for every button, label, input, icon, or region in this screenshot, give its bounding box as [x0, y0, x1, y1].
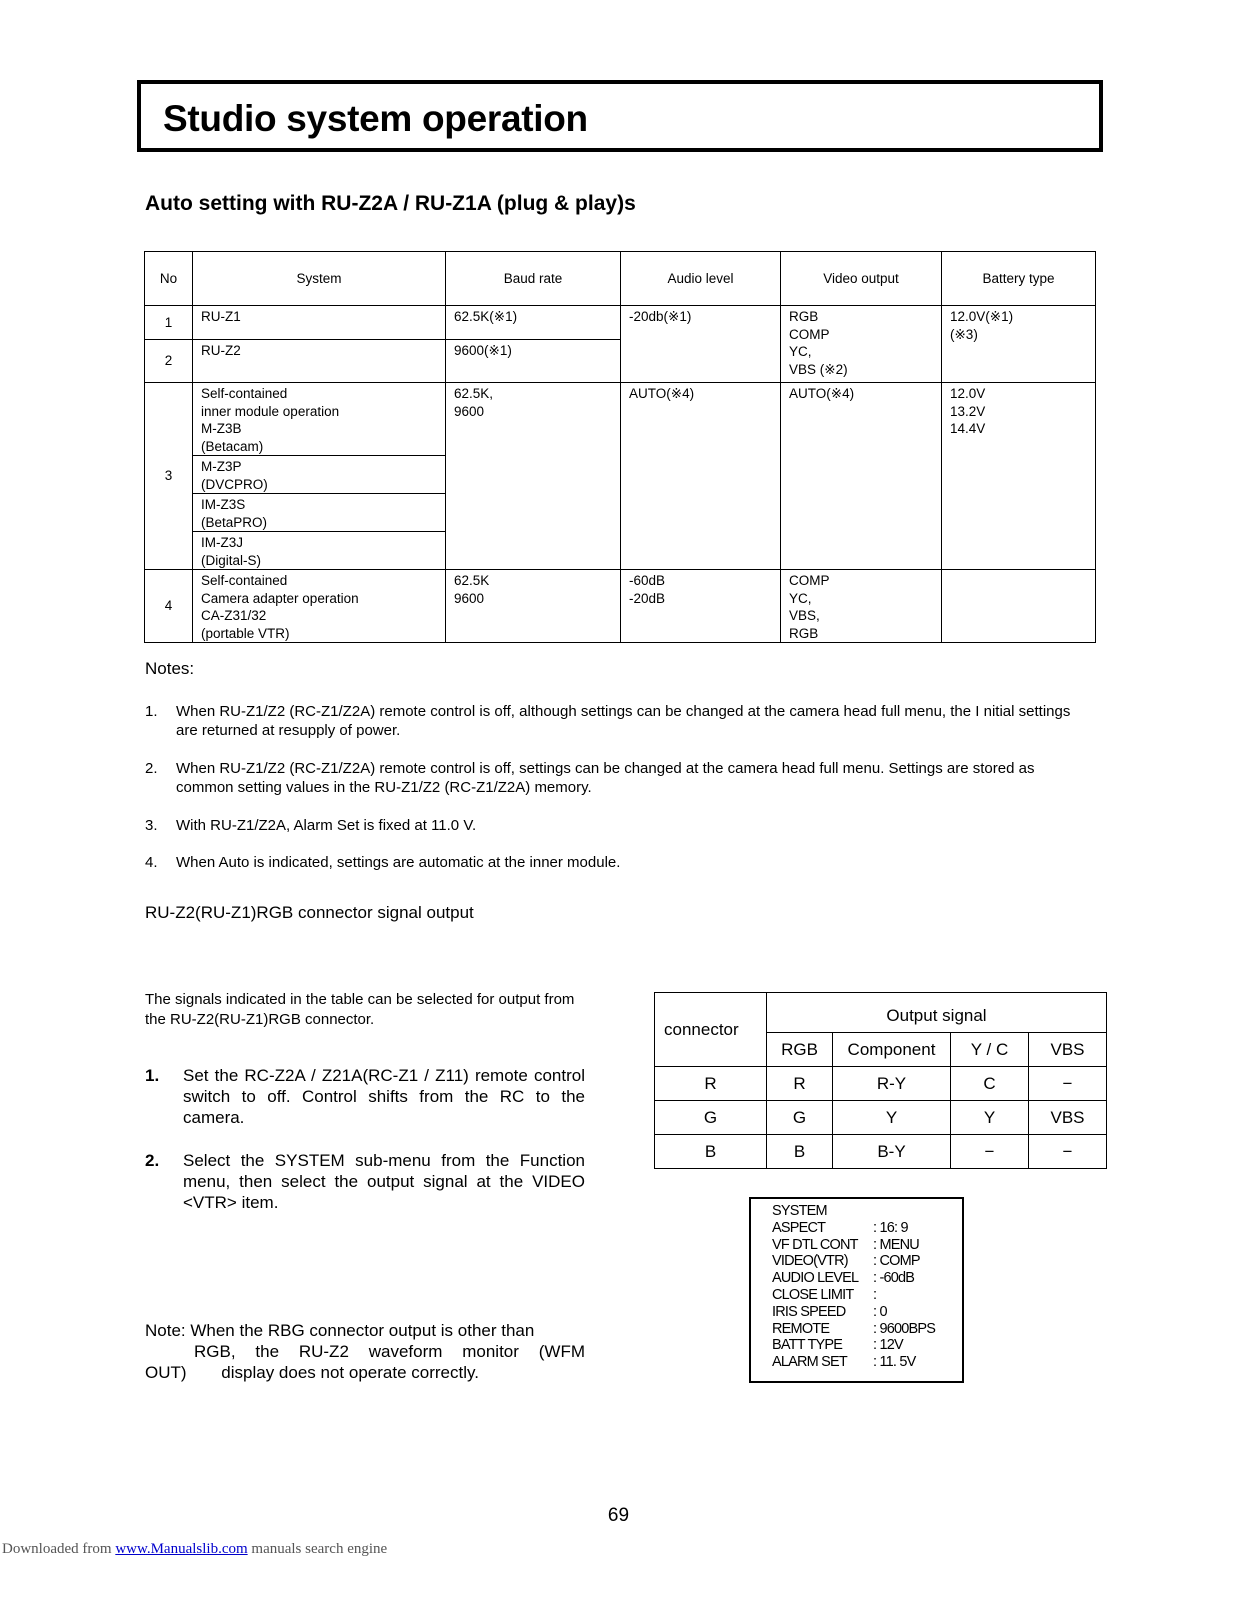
battery-cell: 12.0V 13.2V 14.4V — [942, 383, 1096, 570]
menu-row — [772, 1237, 962, 1254]
table-row — [145, 570, 1096, 643]
header-baud-rate: Baud rate — [446, 252, 621, 306]
connector-cell: G — [655, 1101, 767, 1135]
menu-key: REMOTE — [772, 1320, 830, 1337]
auto-setting-table — [144, 251, 1096, 643]
table-row — [655, 1101, 1107, 1135]
footer-prefix: Downloaded from — [2, 1541, 116, 1557]
menu-key: VIDEO(VTR) — [772, 1253, 848, 1270]
step-number: 2. — [145, 1151, 160, 1170]
footer-link[interactable]: www.Manualslib.com — [115, 1541, 248, 1557]
row-number: 1 — [145, 306, 193, 340]
header-no: No — [145, 252, 193, 306]
rgb-connector-heading: RU-Z2(RU-Z1)RGB connector signal output — [145, 903, 474, 922]
signal-cell: R-Y — [833, 1067, 951, 1101]
table-header-row — [655, 993, 1107, 1033]
menu-value: : 0 — [873, 1303, 887, 1320]
note-number: 3. — [145, 817, 158, 834]
column-header: VBS — [1029, 1033, 1107, 1067]
audio-cell: -20db(※1) — [621, 306, 781, 383]
video-cell: RGB COMP YC, VBS (※2) — [781, 306, 942, 383]
menu-key: BATT TYPE — [772, 1337, 843, 1354]
footer-suffix: manuals search engine — [247, 1541, 388, 1557]
table-row — [655, 1067, 1107, 1101]
intro-text: The signals indicated in the table can be selected for output from the RU-Z2(RU-Z1)RGB connector. — [145, 991, 575, 1028]
menu-value: : COMP — [873, 1253, 920, 1270]
title-box — [137, 80, 1103, 152]
menu-value: : 11. 5V — [873, 1354, 916, 1371]
video-cell: AUTO(※4) — [781, 383, 942, 570]
notes-heading: Notes: — [145, 659, 195, 678]
step-text: Select the SYSTEM sub-menu from the Function menu, then select the output signal at the VIDEO <VTR> item. — [183, 1151, 585, 1212]
section-heading: Auto setting with RU-Z2A / RU-Z1A (plug & play)s — [145, 192, 636, 215]
system-menu-display — [749, 1197, 964, 1383]
note-item — [145, 816, 1095, 835]
battery-cell — [942, 570, 1096, 643]
signal-cell: G — [767, 1101, 833, 1135]
bottom-note-line — [145, 1362, 585, 1383]
menu-value: : 16: 9 — [873, 1219, 908, 1236]
signal-cell: VBS — [1029, 1101, 1107, 1135]
bottom-note-line: RGB, the RU-Z2 waveform monitor (WFM — [194, 1342, 585, 1361]
table-row — [655, 1135, 1107, 1169]
system-cell: Self-contained Camera adapter operation CA-Z31/32 (portable VTR) — [193, 570, 446, 643]
system-cell: IM-Z3S (BetaPRO) — [193, 494, 446, 532]
note-item — [145, 759, 1095, 797]
battery-cell: 12.0V(※1) (※3) — [942, 306, 1096, 383]
signal-cell: Y — [833, 1101, 951, 1135]
menu-row — [772, 1321, 962, 1338]
signal-cell: B-Y — [833, 1135, 951, 1169]
menu-row — [772, 1287, 962, 1304]
table-row — [145, 383, 1096, 456]
menu-key: VF DTL CONT — [772, 1236, 858, 1253]
note-item — [145, 702, 1095, 740]
note-text: When RU-Z1/Z2 (RC-Z1/Z2A) remote control is off, although settings can be changed at the camera head full menu, the I nitial settings are returned at resupply of power. — [176, 703, 1071, 739]
header-video-output: Video output — [781, 252, 942, 306]
bottom-note-word: OUT) — [145, 1363, 187, 1382]
menu-key: CLOSE LIMIT — [772, 1286, 854, 1303]
audio-cell: AUTO(※4) — [621, 383, 781, 570]
menu-key: AUDIO LEVEL — [772, 1270, 859, 1287]
menu-key: ALARM SET — [772, 1354, 847, 1371]
menu-value: : MENU — [873, 1236, 919, 1253]
step-number: 1. — [145, 1066, 160, 1085]
menu-value: : -60dB — [873, 1270, 915, 1287]
bottom-note-line: Note: When the RBG connector output is other than — [145, 1321, 535, 1340]
audio-cell: -60dB -20dB — [621, 570, 781, 643]
baud-cell: 62.5K 9600 — [446, 570, 621, 643]
output-signal-header: Output signal — [767, 993, 1107, 1033]
note-text: When RU-Z1/Z2 (RC-Z1/Z2A) remote control is off, settings can be changed at the camera head full menu. Settings are stored as common setting values in the RU-Z1/Z2 (RC-Z1/Z2A) memory. — [176, 760, 1035, 796]
baud-cell: 9600(※1) — [446, 340, 621, 383]
video-cell: COMP YC, VBS, RGB — [781, 570, 942, 643]
step-item — [145, 1150, 585, 1213]
header-system: System — [193, 252, 446, 306]
column-header: Component — [833, 1033, 951, 1067]
menu-value: : — [873, 1286, 877, 1303]
connector-cell: B — [655, 1135, 767, 1169]
step-text: Set the RC-Z2A / Z21A(RC-Z1 / Z11) remote control switch to off. Control shifts from the RC to the camera. — [183, 1066, 585, 1127]
menu-row — [772, 1220, 962, 1237]
menu-row — [772, 1337, 962, 1354]
system-cell: IM-Z3J (Digital-S) — [193, 532, 446, 570]
menu-row — [772, 1304, 962, 1321]
note-number: 4. — [145, 854, 158, 871]
system-cell: Self-contained inner module operation M-Z3B (Betacam) — [193, 383, 446, 456]
table-row — [145, 306, 1096, 340]
system-cell: M-Z3P (DVCPRO) — [193, 456, 446, 494]
note-number: 1. — [145, 703, 158, 720]
note-text: With RU-Z1/Z2A, Alarm Set is fixed at 11.0 V. — [176, 817, 477, 834]
menu-value: : 9600BPS — [873, 1320, 936, 1337]
note-item — [145, 853, 1095, 872]
menu-title: SYSTEM — [772, 1203, 827, 1219]
menu-row — [772, 1354, 962, 1371]
system-cell: RU-Z2 — [193, 340, 446, 383]
column-header: RGB — [767, 1033, 833, 1067]
baud-cell: 62.5K, 9600 — [446, 383, 621, 570]
menu-key: ASPECT — [772, 1219, 826, 1236]
signal-cell: − — [1029, 1135, 1107, 1169]
signal-cell: B — [767, 1135, 833, 1169]
footer — [2, 1541, 387, 1558]
note-text: When Auto is indicated, settings are automatic at the inner module. — [176, 854, 621, 871]
connector-header: connector — [655, 993, 767, 1067]
menu-value: : 12V — [873, 1337, 903, 1354]
row-number: 3 — [145, 383, 193, 570]
baud-cell: 62.5K(※1) — [446, 306, 621, 340]
page-number: 69 — [607, 1505, 630, 1526]
signal-cell: R — [767, 1067, 833, 1101]
bottom-note — [145, 1320, 585, 1383]
page-title: Studio system operation — [163, 98, 588, 139]
signal-cell: C — [951, 1067, 1029, 1101]
menu-row — [772, 1270, 962, 1287]
header-battery-type: Battery type — [942, 252, 1096, 306]
menu-key: IRIS SPEED — [772, 1303, 846, 1320]
signal-cell: − — [1029, 1067, 1107, 1101]
menu-row — [772, 1253, 962, 1270]
signal-cell: Y — [951, 1101, 1029, 1135]
connector-cell: R — [655, 1067, 767, 1101]
row-number: 4 — [145, 570, 193, 643]
column-header: Y / C — [951, 1033, 1029, 1067]
signal-cell: − — [951, 1135, 1029, 1169]
table-header-row — [145, 252, 1096, 306]
signal-output-table — [654, 992, 1107, 1169]
system-cell: RU-Z1 — [193, 306, 446, 340]
bottom-note-word: display does not operate correctly. — [221, 1363, 479, 1382]
note-number: 2. — [145, 760, 158, 777]
header-audio-level: Audio level — [621, 252, 781, 306]
step-item — [145, 1065, 585, 1128]
row-number: 2 — [145, 340, 193, 383]
